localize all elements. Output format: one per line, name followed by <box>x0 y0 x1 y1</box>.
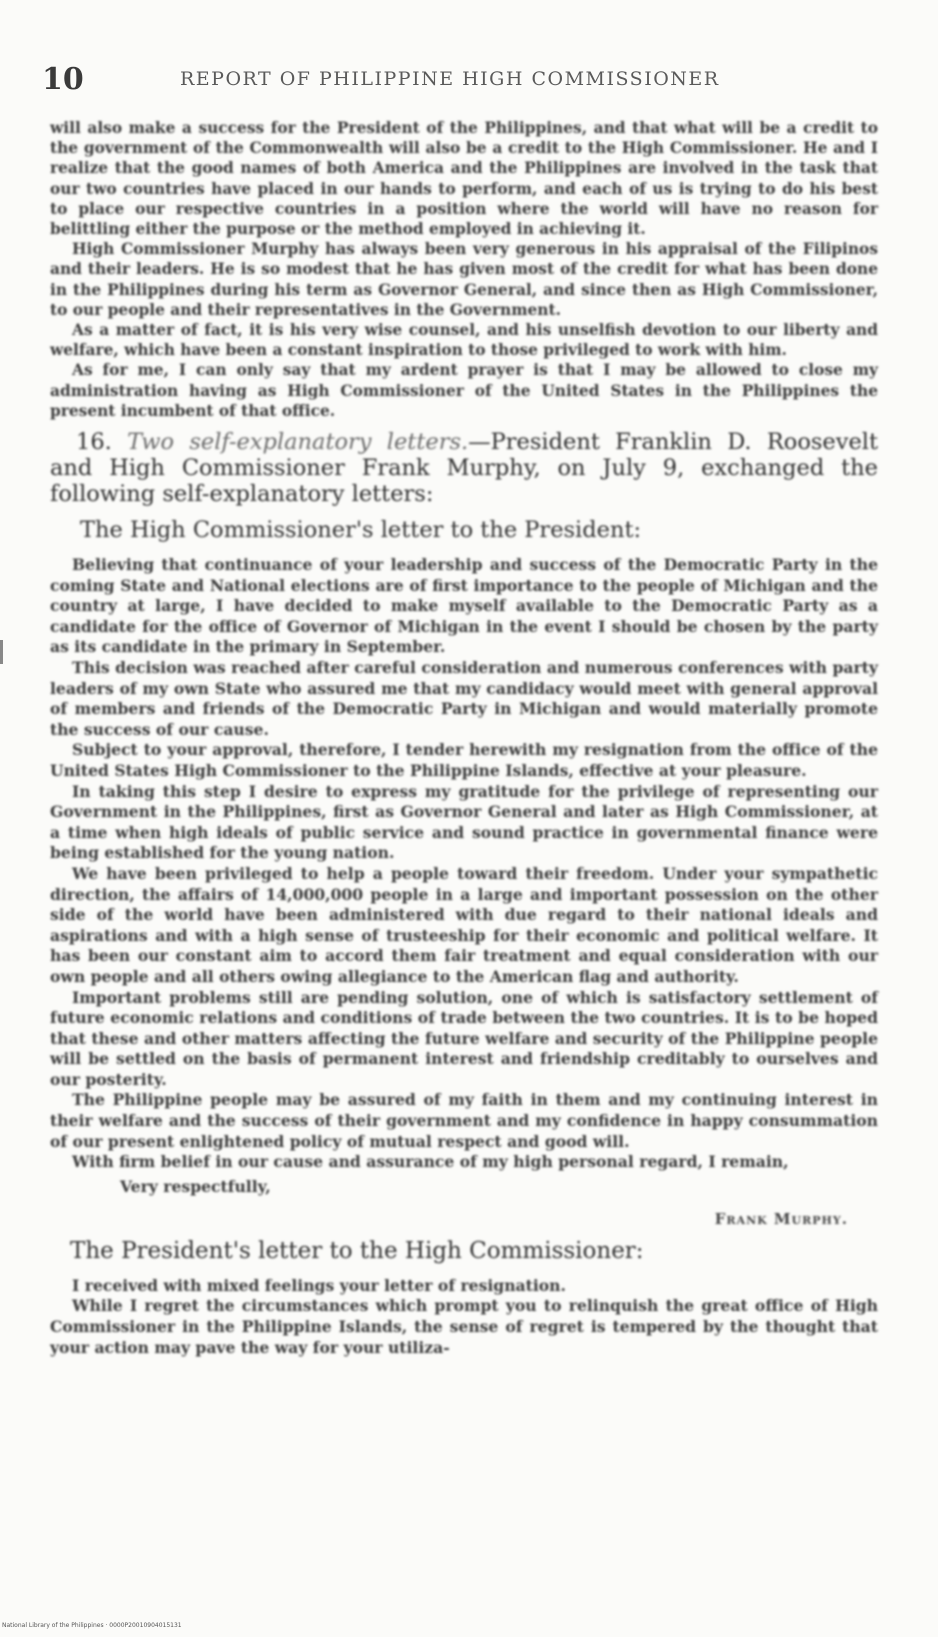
running-head: REPORT OF PHILIPPINE HIGH COMMISSIONER <box>180 68 720 90</box>
letter-subheading: The High Commissioner's letter to the President: <box>80 517 642 544</box>
paragraph: As for me, I can only say that my ardent prayer is that I may be allowed to close my administration having as High Commissioner of the United States in the Philippines the present incumbent of that office. <box>50 361 878 420</box>
paragraph: will also make a success for the President of the Philippines, and that what will be a credit to the government of the Commonwealth will also be a credit to the High Commissioner. He and I realize that the good names of both America and the Philippines are involved in the task that our two countries have placed in our hands to perform, and each of us is trying to do his best to place our respective countries in a position where the world will have no reason for belittling either the purpose or the method employed in achieving it. <box>50 119 878 239</box>
paragraph: In taking this step I desire to express my gratitude for the privilege of representing our Government in the Philippines, first as Governor General and later as High Commissioner, at a time when high ideals of public service and sound practice in governmental finance were being established for the young nation. <box>50 781 878 863</box>
scan-edge-mark <box>0 640 3 664</box>
paragraph: While I regret the circumstances which prompt you to relinquish the great office of High Commissioner in the Philippine Islands, the sense of regret is tempered by the thought that your action may pave the way for your utiliza- <box>50 1296 878 1357</box>
section-text: —President Franklin D. Roosevelt and High Commissioner Frank Murphy, on July 9, exchanged the following self-explanatory letters: <box>50 429 879 508</box>
paragraph: Subject to your approval, therefore, I tender herewith my resignation from the office of the United States High Commissioner to the Philippine Islands, effective at your pleasure. <box>50 740 878 780</box>
paragraph: Important problems still are pending solution, one of which is satisfactory settlement of future economic relations and conditions of trade between the two countries. It is to be hoped that these and other matters affecting the future welfare and security of the Philippine people will be settled on the basis of permanent interest and friendship creditably to ourselves and our posterity. <box>50 987 878 1089</box>
section-heading <box>50 429 878 507</box>
paragraph: High Commissioner Murphy has always been very generous in his appraisal of the Filipinos and their leaders. He is so modest that he has given most of the credit for what has been done in the Philippines during his term as Governor General, and since then as High Commissioner, to our people and their representatives in the Government. <box>50 240 878 319</box>
paragraph: Believing that continuance of your leadership and success of the Democratic Party in the coming State and National elections are of first importance to the people of Michigan and the country at large, I have decided to make myself available to the Democratic Party as a candidate for the office of Governor of Michigan in the event I should be chosen by the party as its candidate in the primary in September. <box>50 555 878 657</box>
page-body <box>50 118 878 1358</box>
paragraph: We have been privileged to help a people toward their freedom. Under your sympathetic direction, the affairs of 14,000,000 people in a large and important possession on the other side of the world have been administered with due regard to their national ideals and aspirations and with a high sense of trusteeship for their economic and political welfare. It has been our constant aim to accord them fair treatment and equal consideration with our own people and all others owing allegiance to the American flag and authority. <box>50 863 878 986</box>
page-header <box>40 62 900 96</box>
paragraph: The Philippine people may be assured of my faith in them and my continuing interest in their welfare and the success of their government and my confidence in happy consummation of our present enlightened policy of mutual respect and good will. <box>50 1090 878 1151</box>
letter-signature: Frank Murphy. <box>714 1209 848 1228</box>
section-number: 16. <box>76 429 112 456</box>
president-letter <box>50 1276 878 1358</box>
paragraph: I received with mixed feelings your letter of resignation. <box>72 1275 566 1295</box>
commissioner-letter <box>50 555 878 1228</box>
paragraph: As a matter of fact, it is his very wise counsel, and his unselfish devotion to our liberty and welfare, which have been a constant inspiration to those privileged to work with him. <box>50 321 878 360</box>
letter-subheading: The President's letter to the High Commissioner: <box>70 1237 644 1264</box>
paragraph: This decision was reached after careful consideration and numerous conferences with party leaders of my own State who assured me that my candidacy would meet with general approval of members and friends of the Democratic Party in Michigan and would materially promote the success of our cause. <box>50 658 878 739</box>
page-number: 10 <box>42 62 84 97</box>
section-title: Two self-explanatory letters. <box>127 429 469 456</box>
letter-closing: Very respectfully, <box>120 1176 271 1196</box>
paragraph: With firm belief in our cause and assurance of my high personal regard, I remain, <box>72 1152 789 1172</box>
scan-footer: National Library of the Philippines · 0000P20010904015131 <box>2 1622 182 1629</box>
